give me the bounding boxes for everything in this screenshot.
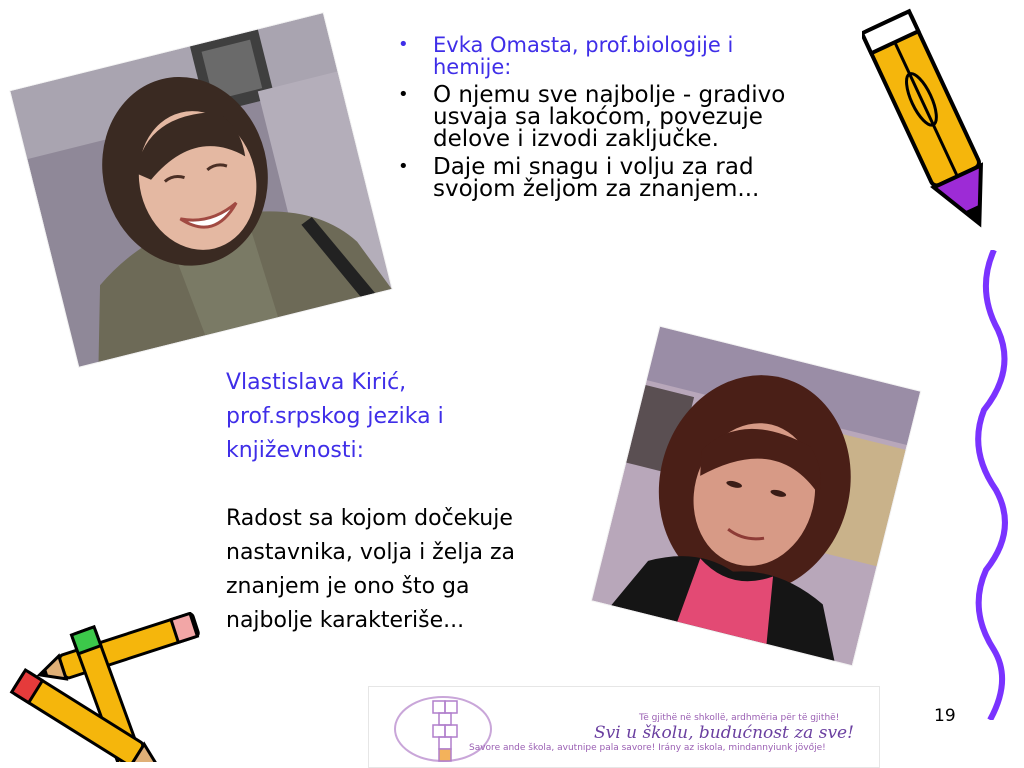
- list-item: • Daje mi snagu i volju za rad svojom željom za znanjem...: [396, 156, 806, 200]
- teacher-comments-list: [396, 34, 806, 206]
- banner-text-albanian: Të gjithë në shkollë, ardhmëria për të gjithë!: [639, 713, 840, 723]
- banner-text-roma-hungarian: Savore ande škola, avutnipe pala savore! Irány az iskola, mindannyiunk jövője!: [469, 743, 826, 753]
- vlastislava-caption: [226, 366, 546, 638]
- caption-name: Vlastislava Kirić, prof.srpskog jezika i književnosti:: [226, 370, 444, 463]
- page-number: 19: [934, 706, 956, 726]
- hopscotch-logo-icon: [393, 693, 493, 765]
- pencil-icon: [862, 2, 1002, 244]
- list-item: • O njemu sve najbolje - gradivo usvaja sa lakoćom, povezuje delove i izvodi zaključke.: [396, 84, 806, 150]
- school-banner: [368, 686, 880, 768]
- wavy-border: [966, 250, 1018, 720]
- photo-evka-omasta: [10, 13, 391, 366]
- list-item: • Evka Omasta, prof.biologije i hemije:: [396, 34, 806, 78]
- crossed-pencils-icon: [0, 612, 210, 762]
- caption-quote: Radost sa kojom dočekuje nastavnika, volja i želja za znanjem je ono što ga najbolje karakteriše...: [226, 506, 515, 633]
- photo-vlastislava-kiric: [592, 327, 920, 665]
- banner-title: Svi u školu, budućnost za sve!: [594, 723, 854, 743]
